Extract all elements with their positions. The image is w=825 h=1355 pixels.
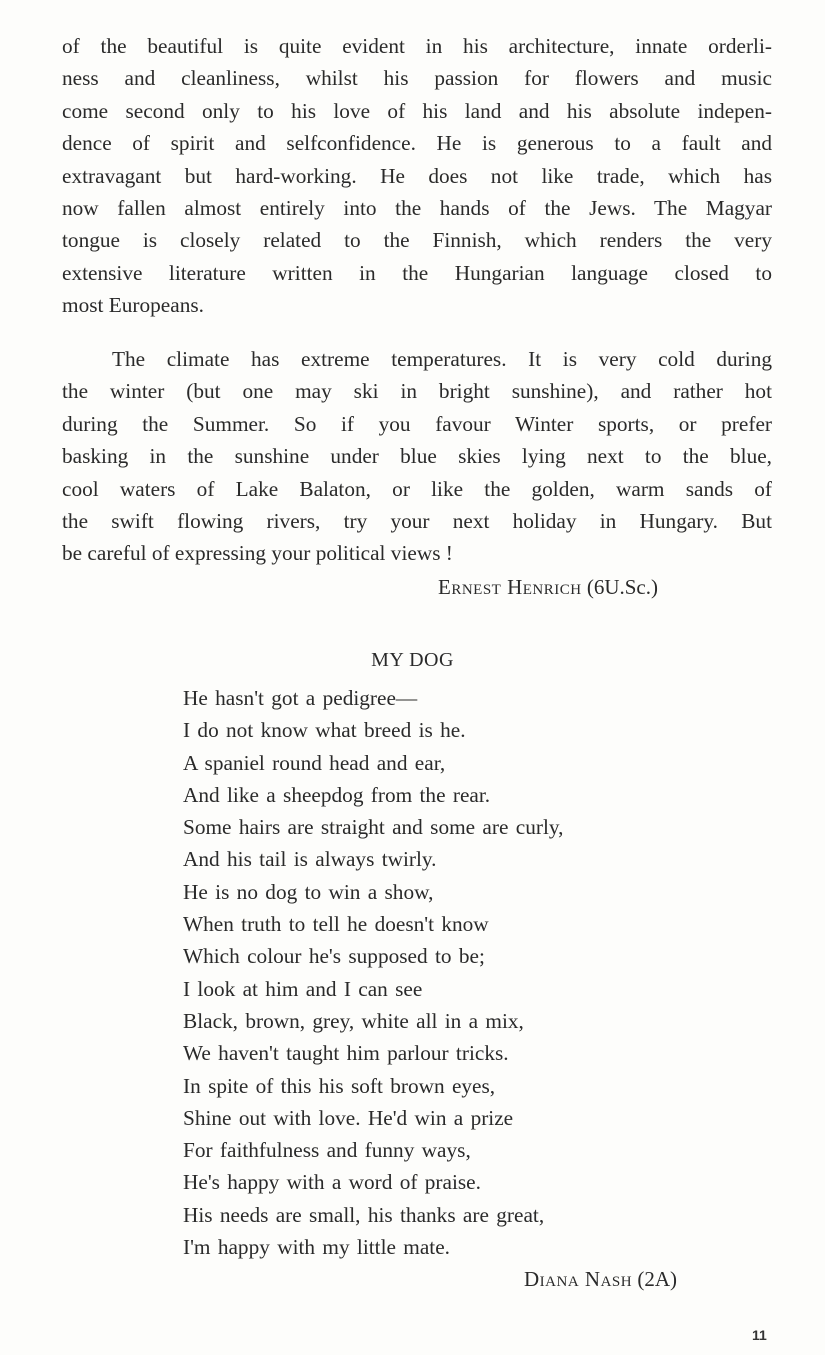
article-paragraph-1 [62,30,772,322]
poem-line: He's happy with a word of praise. [183,1170,481,1195]
poem-title: MY DOG [371,649,454,671]
text-line: the swift flowing rivers, try your next holiday in Hungary. But [62,509,772,534]
article-paragraph-2 [62,343,772,570]
poem-line: I'm happy with my little mate. [183,1235,450,1260]
text-line: dence of spirit and selfconfidence. He is generous to a fault and [62,131,772,156]
poem-line: He hasn't got a pedigree— [183,686,418,710]
poem-line: I look at him and I can see [183,976,423,1001]
poem-line: A spaniel round head and ear, [183,750,446,775]
poem-line: For faithfulness and funny ways, [183,1138,471,1163]
article-byline [438,572,658,602]
text-line: now fallen almost entirely into the hands of the Jews. The Magyar [62,196,772,221]
text-line: during the Summer. So if you favour Winter sports, or prefer [62,411,772,436]
text-line: be careful of expressing your political views ! [62,541,453,566]
text-line: the winter (but one may ski in bright sunshine), and rather hot [62,379,772,404]
poem-line: Black, brown, grey, white all in a mix, [183,1008,524,1033]
text-line: basking in the sunshine under blue skies lying next to the blue, [62,444,772,469]
poem-line: He is no dog to win a show, [183,879,434,904]
author-form: (6U.Sc.) [586,575,658,599]
author-name: Ernest Henrich [438,575,582,599]
poem-byline [524,1264,677,1294]
text-line: cool waters of Lake Balaton, or like the golden, warm sands of [62,476,772,501]
poem-line: Some hairs are straight and some are curly, [183,815,564,840]
poem-body [183,682,563,1263]
poem-line: And his tail is always twirly. [183,847,437,872]
author-form: (2A) [637,1267,677,1291]
text-line: extensive literature written in the Hungarian language closed to [62,260,772,285]
poem-line: In spite of this his soft brown eyes, [183,1073,496,1098]
poem-line: I do not know what breed is he. [183,718,466,743]
poem-line: Shine out with love. He'd win a prize [183,1105,514,1130]
text-line: tongue is closely related to the Finnish, which renders the very [62,228,772,253]
text-line: most Europeans. [62,293,204,318]
text-line: extravagant but hard-working. He does not like trade, which has [62,163,772,188]
poem-line: We haven't taught him parlour tricks. [183,1041,509,1066]
text-line: come second only to his love of his land and his absolute indepen- [62,98,772,123]
text-line: of the beautiful is quite evident in his architecture, innate orderli- [62,34,772,58]
author-name: Diana Nash [524,1267,633,1291]
text-line: The climate has extreme temperatures. It is very cold during [112,347,772,371]
poem-line: His needs are small, his thanks are great, [183,1202,545,1227]
poem-line: When truth to tell he doesn't know [183,912,489,937]
poem-line: And like a sheepdog from the rear. [183,782,491,807]
page-number: 11 [752,1327,767,1343]
poem-line: Which colour he's supposed to be; [183,944,485,969]
text-line: ness and cleanliness, whilst his passion for flowers and music [62,66,772,91]
